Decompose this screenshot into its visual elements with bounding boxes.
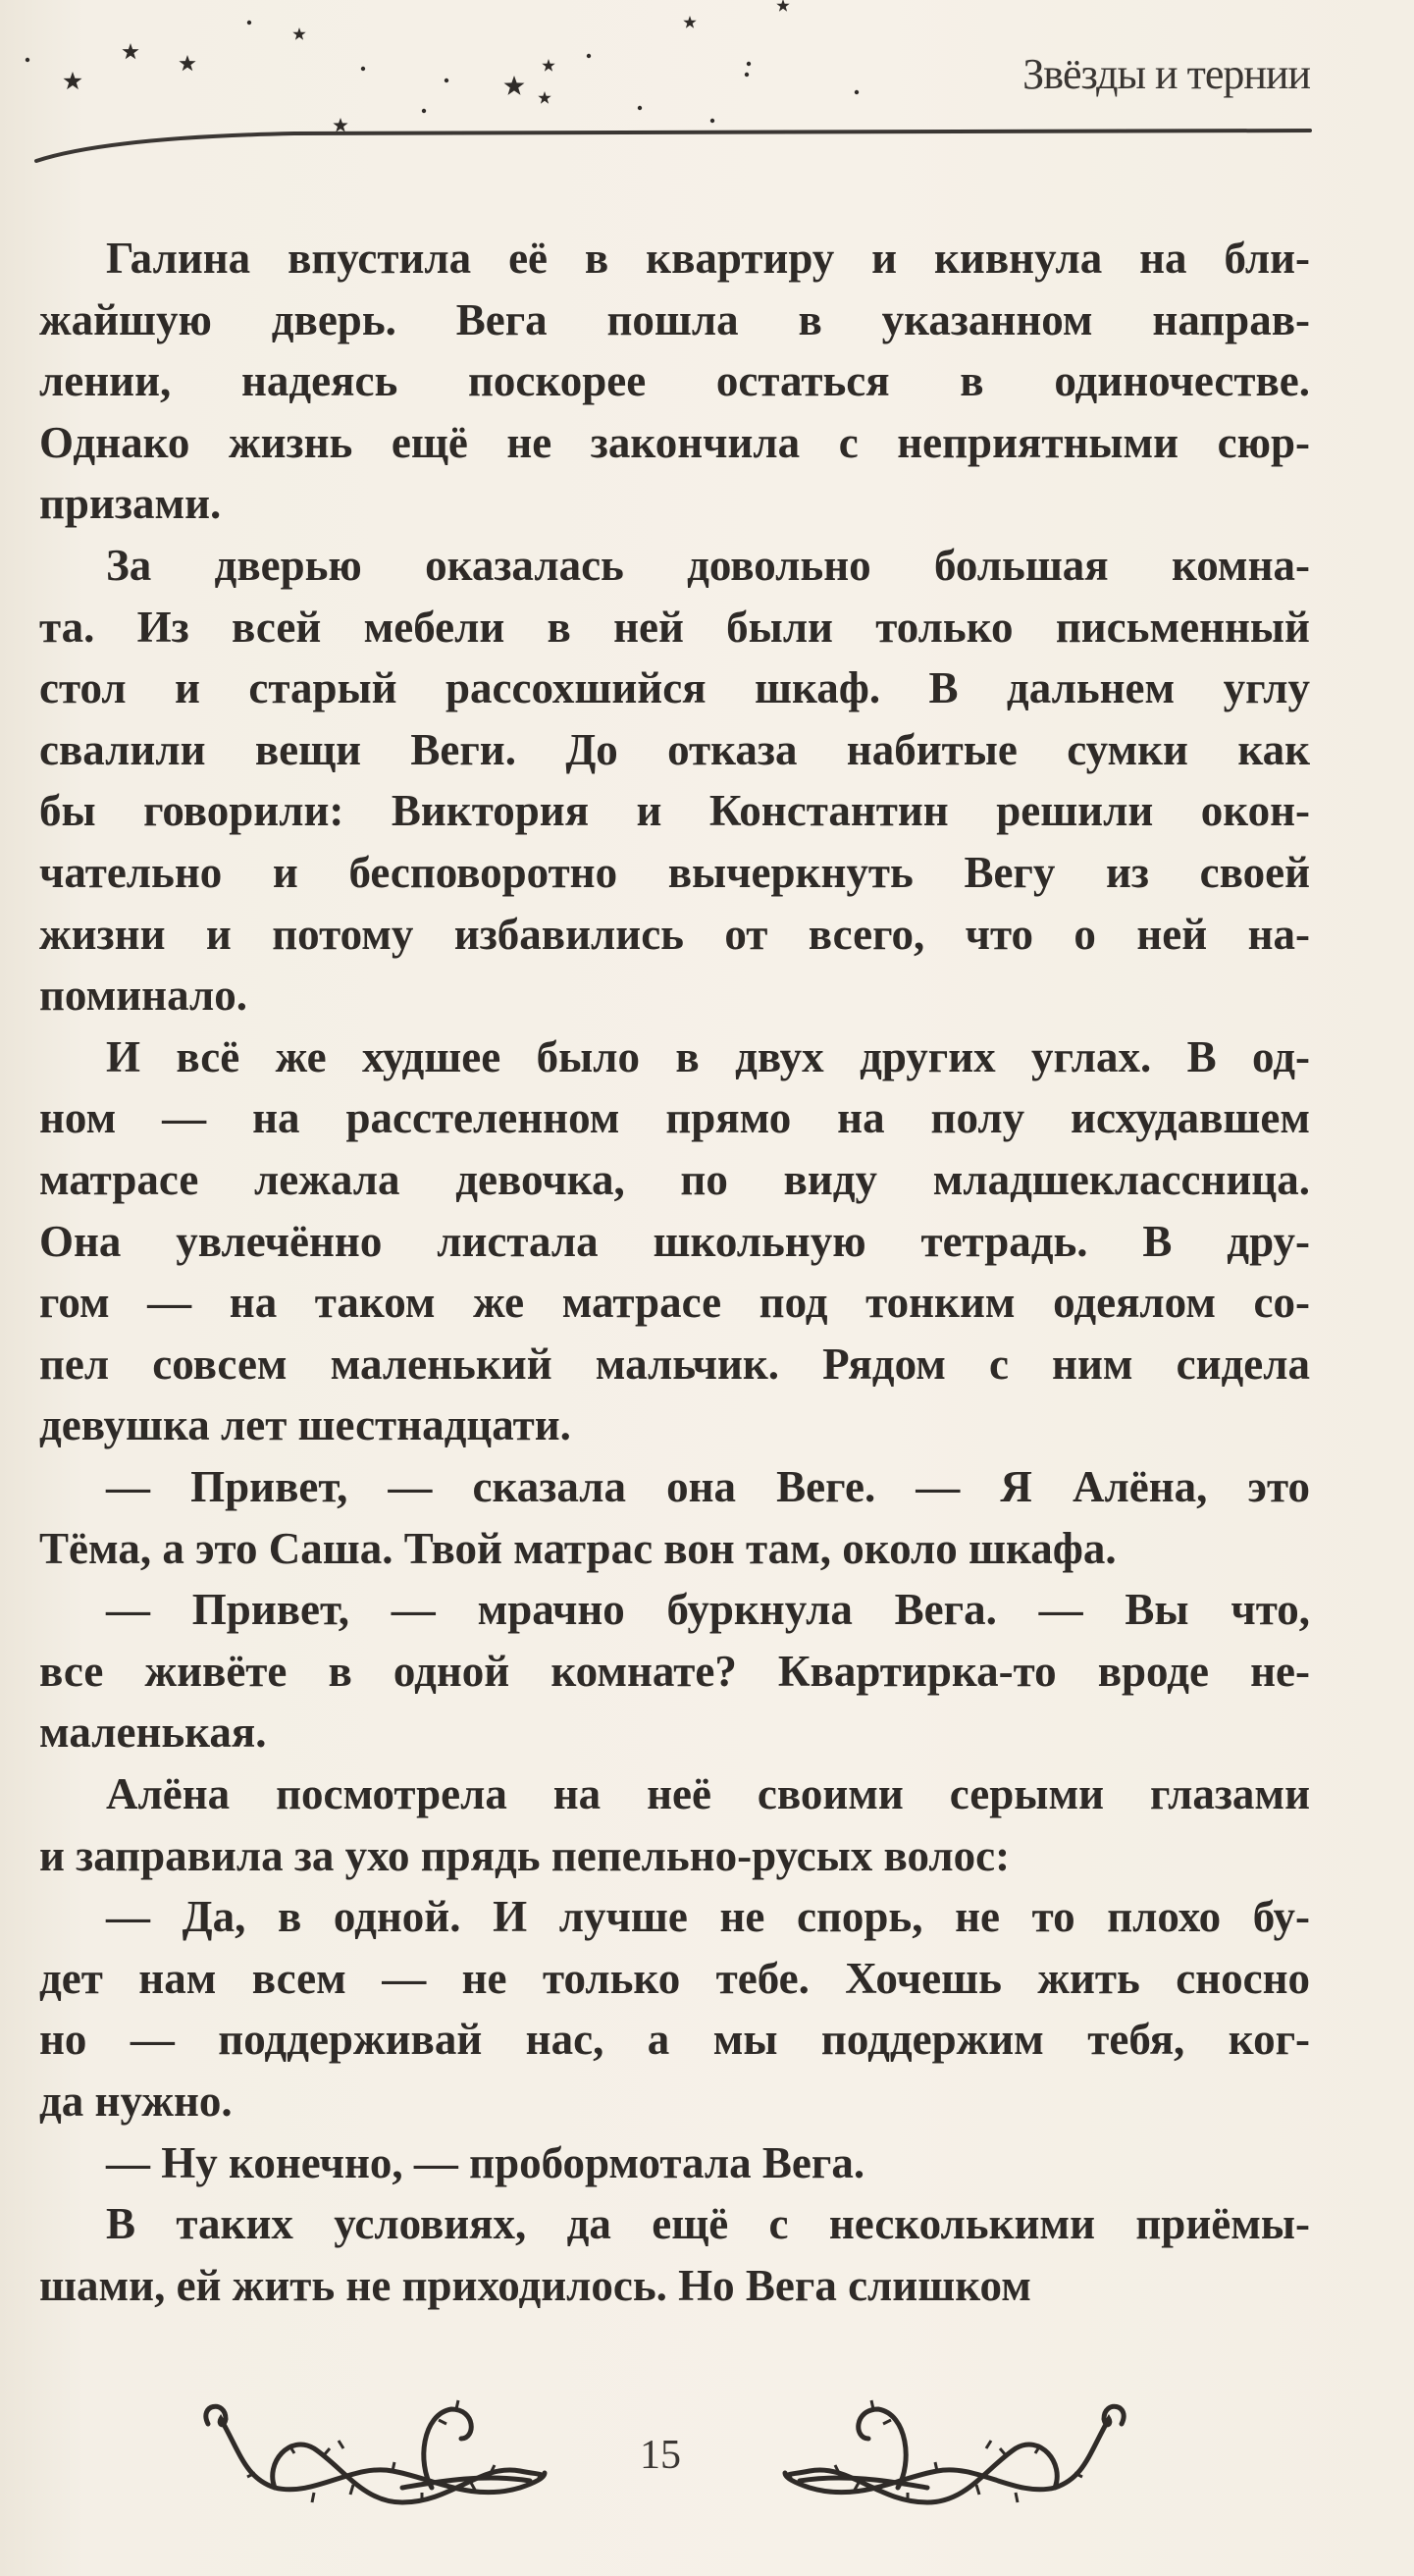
text-line: жизни и потому избавились от всего, что о ней на- xyxy=(39,909,1310,959)
text-line: все живёте в одной комнате? Квартирка-то вроде не- xyxy=(39,1646,1310,1696)
text-line: маленькая. xyxy=(39,1708,267,1758)
text-line: — Да, в одной. И лучше не спорь, не то плохо бу- xyxy=(106,1892,1310,1942)
text-line: Алёна посмотрела на неё своими серыми глазами xyxy=(106,1769,1310,1818)
thorn-ornament-left-icon xyxy=(196,2394,550,2522)
text-line: да нужно. xyxy=(39,2077,233,2126)
text-line: шами, ей жить не приходилось. Но Вега слишком xyxy=(39,2260,1031,2310)
running-header-title: Звёзды и тернии xyxy=(1022,50,1310,98)
text-line: И всё же худшее было в двух других углах. В од- xyxy=(106,1031,1310,1081)
text-line: Она увлечённо листала школьную тетрадь. В дру- xyxy=(39,1216,1310,1266)
text-line: но — поддерживай нас, а мы поддержим тебя, ког- xyxy=(39,2015,1310,2065)
text-line: чательно и бесповоротно вычеркнуть Вегу из своей xyxy=(39,848,1310,897)
text-line: Однако жизнь ещё не закончила с неприятными сюр- xyxy=(39,417,1310,467)
page-number: 15 xyxy=(640,2433,681,2478)
text-line: дет нам всем — не только тебе. Хочешь жить сносно xyxy=(39,1953,1310,2003)
text-line: лении, надеясь поскорее остаться в одиночестве. xyxy=(39,356,1310,406)
text-line: та. Из всей мебели в ней были только письменный xyxy=(39,602,1310,652)
text-line: — Привет, — мрачно буркнула Вега. — Вы что, xyxy=(106,1585,1310,1635)
text-line: девушка лет шестнадцати. xyxy=(39,1400,571,1450)
text-line: стол и старый рассохшийся шкаф. В дальнем углу xyxy=(39,663,1310,713)
body-text xyxy=(39,0,1310,2355)
thorn-ornament-right-icon xyxy=(780,2394,1133,2522)
text-line: жайшую дверь. Вега пошла в указанном направ- xyxy=(39,294,1310,344)
text-line: Галина впустила её в квартиру и кивнула на бли- xyxy=(106,234,1310,283)
text-line: ном — на расстеленном прямо на полу исхудавшем xyxy=(39,1093,1310,1143)
text-line: — Привет, — сказала она Веге. — Я Алёна, это xyxy=(106,1462,1310,1511)
text-line: пел совсем маленький мальчик. Рядом с ним сидела xyxy=(39,1339,1310,1389)
text-line: Тёма, а это Саша. Твой матрас вон там, около шкафа. xyxy=(39,1523,1117,1573)
text-line: и заправила за ухо прядь пепельно-русых волос: xyxy=(39,1830,1011,1880)
text-line: За дверью оказалась довольно большая комна- xyxy=(106,541,1310,590)
text-line: гом — на таком же матрасе под тонким одеялом со- xyxy=(39,1278,1310,1328)
text-line: поминало. xyxy=(39,971,247,1021)
text-line: призами. xyxy=(39,479,222,529)
text-line: матрасе лежала девочка, по виду младшеклассница. xyxy=(39,1155,1310,1204)
text-line: В таких условиях, да ещё с несколькими приёмы- xyxy=(106,2199,1310,2249)
text-line: свалили вещи Веги. До отказа набитые сумки как xyxy=(39,724,1310,774)
text-line: — Ну конечно, — пробормотала Вега. xyxy=(106,2137,865,2187)
text-line: бы говорили: Виктория и Константин решили окон- xyxy=(39,786,1310,836)
